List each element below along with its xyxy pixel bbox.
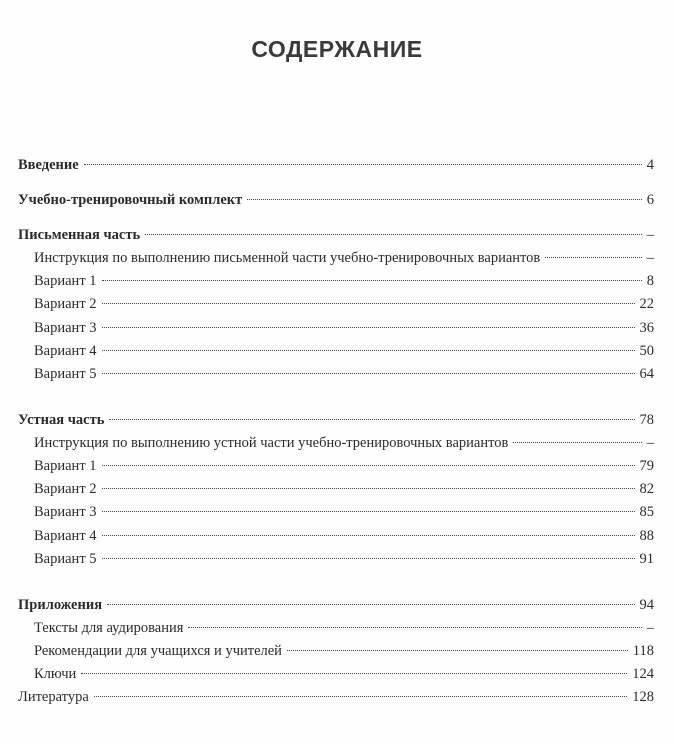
toc-entry-label: Вариант 3 [34,504,97,520]
toc-entry-page: 22 [639,296,654,312]
toc-entry-page: 6 [646,192,654,208]
toc-entry-written-variant-3 [34,318,654,338]
toc-entry-label: Письменная часть [18,227,141,243]
toc-entry-label: Литература [18,689,89,705]
toc-entry-page: 8 [646,273,654,289]
toc-entry-label: Вариант 1 [34,458,97,474]
toc-entry-appendices [18,595,654,615]
toc-entry-label: Введение [18,157,79,173]
toc-entry-label: Устная часть [18,412,105,428]
dot-leader [81,673,627,674]
dot-leader [102,280,642,281]
dot-leader [102,488,635,489]
toc-entry-page: 79 [639,458,654,474]
toc-entry-page: 124 [632,666,654,682]
dot-leader [513,442,641,443]
dot-leader [287,650,628,651]
toc-entry-page: – [646,227,654,243]
toc-entry-label: Рекомендации для учащихся и учителей [34,643,282,659]
toc-entry-label: Вариант 4 [34,343,97,359]
toc-entry-literature [18,687,654,707]
toc-entry-oral-variant-1 [34,456,654,476]
toc-entry-label: Вариант 2 [34,481,97,497]
dot-leader [94,696,627,697]
toc-entry-introduction [18,155,654,175]
dot-leader [109,419,634,420]
dot-leader [545,257,641,258]
dot-leader [188,627,641,628]
dot-leader [84,164,642,165]
dot-leader [102,511,635,512]
toc-entry-label: Учебно-тренировочный комплект [18,192,243,208]
toc-entry-oral-variant-4 [34,526,654,546]
toc-entry-oral-variant-5 [34,549,654,569]
toc-entry-recommendations [34,641,654,661]
dot-leader [102,303,635,304]
toc-entry-label: Инструкция по выполнению устной части учебно-тренировочных вариантов [34,435,509,451]
toc-entry-label: Ключи [34,666,77,682]
toc-entry-page: 94 [639,597,654,613]
toc-entry-written-instructions [34,248,654,268]
toc-entry-written-variant-4 [34,341,654,361]
toc-entry-written-variant-1 [34,271,654,291]
toc-entry-label: Вариант 5 [34,366,97,382]
toc-entry-page: 128 [632,689,654,705]
toc-entry-page: 50 [639,343,654,359]
toc-entry-written-part [18,225,654,245]
toc-entry-label: Вариант 2 [34,296,97,312]
toc-entry-label: Приложения [18,597,103,613]
toc-entry-training-set [18,190,654,210]
toc-entry-label: Вариант 3 [34,320,97,336]
toc-entry-oral-part [18,410,654,430]
toc-entry-page: – [646,620,654,636]
dot-leader [102,327,635,328]
toc-entry-page: 78 [639,412,654,428]
toc-entry-page: 64 [639,366,654,382]
toc-entry-keys [34,664,654,684]
toc-entry-oral-variant-2 [34,479,654,499]
toc-entry-listening-texts [34,618,654,638]
toc-entry-page: 118 [632,643,654,659]
toc-entry-written-variant-2 [34,294,654,314]
dot-leader [102,350,635,351]
toc-entry-label: Вариант 5 [34,551,97,567]
toc-entry-label: Инструкция по выполнению письменной части учебно-тренировочных вариантов [34,250,541,266]
toc-entry-oral-variant-3 [34,502,654,522]
toc-entry-page: 91 [639,551,654,567]
toc-entry-label: Вариант 4 [34,528,97,544]
dot-leader [102,558,635,559]
toc-entry-page: 88 [639,528,654,544]
dot-leader [247,199,641,200]
dot-leader [107,604,634,605]
dot-leader [102,465,635,466]
toc-entry-page: 85 [639,504,654,520]
toc-entry-label: Вариант 1 [34,273,97,289]
toc-entry-page: 82 [639,481,654,497]
toc-entry-page: 4 [646,157,654,173]
toc-entry-page: 36 [639,320,654,336]
dot-leader [102,373,635,374]
page-title: СОДЕРЖАНИЕ [251,36,423,62]
toc-entry-oral-instructions [34,433,654,453]
dot-leader [102,535,635,536]
toc-entry-page: – [646,435,654,451]
dot-leader [145,234,642,235]
toc-entry-written-variant-5 [34,364,654,384]
toc-entry-label: Тексты для аудирования [34,620,184,636]
toc-entry-page: – [646,250,654,266]
